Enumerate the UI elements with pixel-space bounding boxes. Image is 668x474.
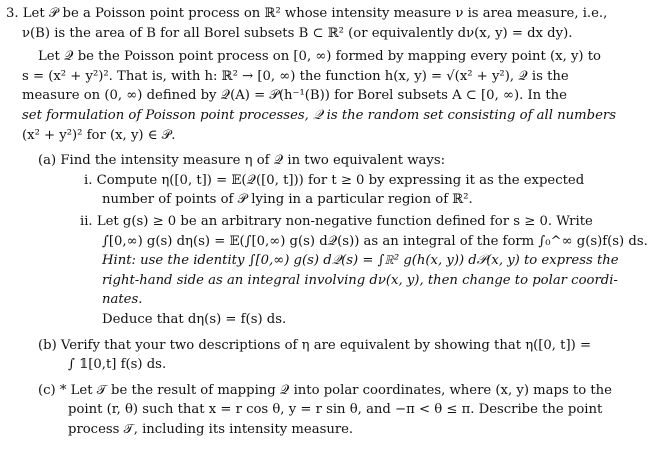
sub-i-line: i. Compute η([0, t]) = 𝔼(𝒬([0, t])) for t ≥ 0 by expressing it as the expected — [84, 172, 585, 188]
problem-line: 3. Let 𝒫 be a Poisson point process on ℝ² whose intensity measure ν is area measure, i.e., — [6, 6, 608, 21]
problem-line: ν(B) is the area of B for all Borel subsets B ⊂ ℝ² (or equivalently dν(x, y) = dx dy). — [22, 25, 573, 41]
part-a-header: (a) Find the intensity measure η of 𝒬 in two equivalent ways: — [38, 153, 446, 169]
paragraph-line: measure on (0, ∞) defined by 𝒬(A) = 𝒫(h⁻¹(B)) for Borel subsets A ⊂ [0, ∞). In the — [22, 88, 567, 104]
paragraph-line: set formulation of Poisson point processes, 𝒬 is the random set consisting of all numbers — [22, 107, 616, 123]
part-b-line: (b) Verify that your two descriptions of η are equivalent by showing that η([0, t]) = — [38, 337, 592, 353]
part-a-sub-ii — [6, 212, 662, 330]
part-a-sub-i — [6, 171, 662, 210]
paragraph-line: s = (x² + y²)². That is, with h: ℝ² → [0, ∞) the function h(x, y) = √(x² + y²), 𝒬 is the — [22, 68, 569, 84]
sub-ii-hint-line: Hint: use the identity ∫[0,∞) g(s) d𝒬(s) = ∫ℝ² g(h(x, y)) d𝒫(x, y) to express the — [102, 253, 619, 269]
part-c-line: point (r, θ) such that x = r cos θ, y = r sin θ, and −π < θ ≤ π. Describe the point — [68, 402, 603, 418]
part-c-line: (c) * Let 𝒯 be the result of mapping 𝒬 into polar coordinates, where (x, y) maps to the — [38, 382, 612, 398]
part-b — [6, 336, 662, 375]
sub-i-line: number of points of 𝒫 lying in a particular region of ℝ². — [102, 192, 473, 208]
sub-ii-hint-line: right-hand side as an integral involving dν(x, y), then change to polar coordi- — [102, 272, 618, 288]
deduce-line: Deduce that dη(s) = f(s) ds. — [102, 311, 287, 327]
paragraph-line: (x² + y²)² for (x, y) ∈ 𝒫. — [22, 127, 176, 143]
paragraph-line: Let 𝒬 be the Poisson point process on [0, ∞) formed by mapping every point (x, y) to — [38, 49, 601, 65]
sub-ii-line: ii. Let g(s) ≥ 0 be an arbitrary non-negative function defined for s ≥ 0. Write — [80, 213, 593, 229]
part-a — [6, 151, 662, 329]
sub-ii-line: ∫[0,∞) g(s) dη(s) = 𝔼(∫[0,∞) g(s) d𝒬(s)) as an integral of the form ∫₀^∞ g(s)f(s) ds. — [102, 233, 648, 249]
sub-ii-hint-line: nates. — [102, 292, 143, 308]
part-c — [6, 381, 662, 440]
part-b-line: ∫ 𝟙[0,t] f(s) ds. — [68, 357, 167, 373]
problem-statement — [6, 4, 662, 43]
problem-definition-paragraph — [6, 47, 662, 145]
part-c-line: process 𝒯, including its intensity measure. — [68, 421, 354, 437]
